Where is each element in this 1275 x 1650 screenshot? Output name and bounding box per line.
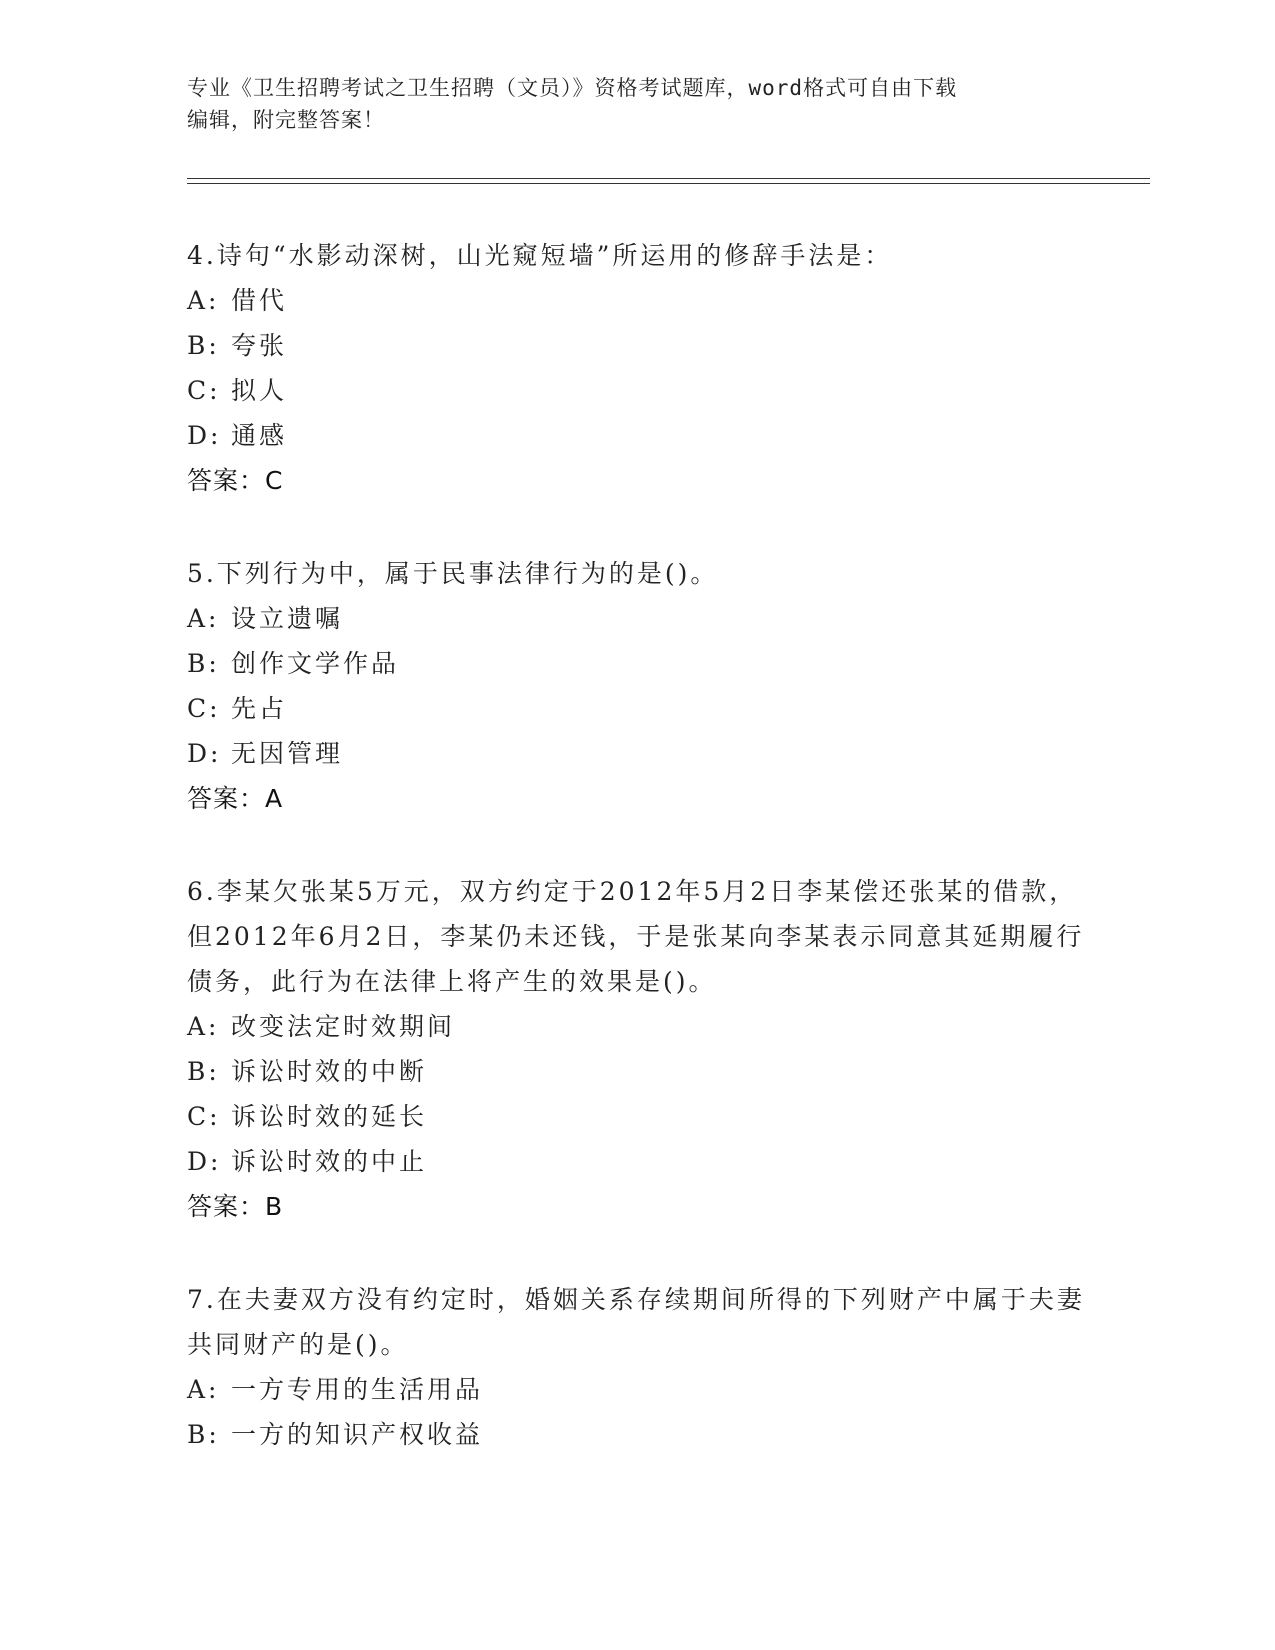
question-7 xyxy=(187,1277,1087,1457)
option-text: 设立遗嘱 xyxy=(231,604,344,633)
option-letter: D: xyxy=(187,421,222,450)
question-stem: 4.诗句“水影动深树，山光窥短墙”所运用的修辞手法是： xyxy=(187,241,893,270)
option-d xyxy=(187,413,1087,458)
option-c xyxy=(187,368,1087,413)
question-5 xyxy=(187,551,1087,821)
option-text: 夸张 xyxy=(231,331,288,360)
option-letter: C: xyxy=(187,376,221,405)
option-text: 拟人 xyxy=(231,376,288,405)
option-letter: C: xyxy=(187,1102,221,1131)
option-letter: A: xyxy=(187,1375,220,1404)
question-stem: 6.李某欠张某5万元，双方约定于2012年5月2日李某偿还张某的借款，但2012年6月2日，李某仍未还钱，于是张某向李某表示同意其延期履行债务，此行为在法律上将产生的效果是()。 xyxy=(187,877,1085,996)
option-letter: A: xyxy=(187,286,220,315)
option-a xyxy=(187,1367,1087,1412)
option-a xyxy=(187,596,1087,641)
question-4 xyxy=(187,233,1087,503)
option-letter: A: xyxy=(187,1012,220,1041)
option-letter: B: xyxy=(187,649,220,678)
option-c xyxy=(187,686,1087,731)
option-a xyxy=(187,1004,1087,1049)
answer-line: 答案：C xyxy=(187,466,284,495)
option-b xyxy=(187,1412,1087,1457)
option-a xyxy=(187,278,1087,323)
option-letter: B: xyxy=(187,1420,220,1449)
option-text: 诉讼时效的中止 xyxy=(231,1147,428,1176)
option-letter: B: xyxy=(187,1057,220,1086)
document-header xyxy=(187,72,1067,136)
option-letter: C: xyxy=(187,694,221,723)
option-text: 诉讼时效的中断 xyxy=(231,1057,428,1086)
answer-line: 答案：B xyxy=(187,1192,284,1221)
option-text: 改变法定时效期间 xyxy=(231,1012,456,1041)
option-d xyxy=(187,731,1087,776)
option-letter: B: xyxy=(187,331,220,360)
question-stem: 5.下列行为中，属于民事法律行为的是()。 xyxy=(187,559,719,588)
option-d xyxy=(187,1139,1087,1184)
answer-line: 答案：A xyxy=(187,784,284,813)
option-text: 通感 xyxy=(231,421,288,450)
option-text: 一方的知识产权收益 xyxy=(231,1420,484,1449)
question-6 xyxy=(187,869,1087,1229)
option-text: 借代 xyxy=(231,286,288,315)
option-text: 一方专用的生活用品 xyxy=(231,1375,484,1404)
header-line-2: 编辑，附完整答案！ xyxy=(187,108,385,132)
option-c xyxy=(187,1094,1087,1139)
option-letter: D: xyxy=(187,739,222,768)
option-letter: D: xyxy=(187,1147,222,1176)
option-b xyxy=(187,641,1087,686)
option-text: 先占 xyxy=(231,694,288,723)
question-stem: 7.在夫妻双方没有约定时，婚姻关系存续期间所得的下列财产中属于夫妻共同财产的是()。 xyxy=(187,1285,1085,1359)
header-divider-bottom xyxy=(187,183,1150,184)
header-divider-top xyxy=(187,178,1150,179)
option-b xyxy=(187,323,1087,368)
option-text: 创作文学作品 xyxy=(231,649,400,678)
option-b xyxy=(187,1049,1087,1094)
header-line-1: 专业《卫生招聘考试之卫生招聘（文员）》资格考试题库，word格式可自由下载 xyxy=(187,76,958,100)
option-letter: A: xyxy=(187,604,220,633)
option-text: 无因管理 xyxy=(231,739,344,768)
option-text: 诉讼时效的延长 xyxy=(231,1102,428,1131)
